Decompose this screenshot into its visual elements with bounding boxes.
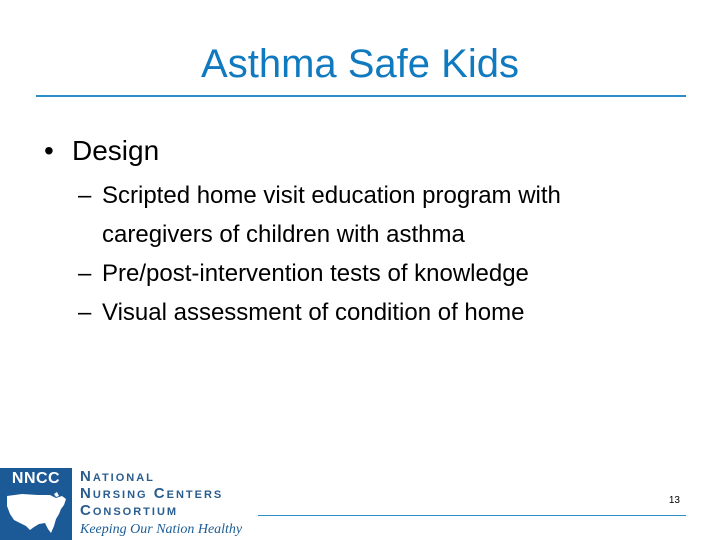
logo-badge — [0, 468, 72, 540]
sub-bullet-item — [44, 254, 684, 293]
sub-bullet-text: Scripted home visit education program with — [102, 182, 561, 209]
sub-bullet-text: caregivers of children with asthma — [102, 221, 465, 248]
page-number: 13 — [668, 495, 680, 506]
logo-text-line: Nursing Centers — [80, 485, 224, 502]
bullet-text: Design — [72, 135, 160, 166]
logo-tagline: Keeping Our Nation Healthy — [80, 522, 243, 537]
logo-abbreviation: NNCC — [11, 470, 61, 487]
sub-bullet-item — [44, 176, 684, 215]
sub-bullet-marker: – — [78, 260, 92, 287]
footer-divider — [258, 515, 686, 516]
bullet-marker: • — [44, 135, 54, 166]
slide-title: Asthma Safe Kids — [201, 42, 519, 86]
title-divider — [36, 95, 686, 97]
logo-text-line: Consortium — [80, 502, 179, 519]
sub-bullet-continuation — [44, 215, 684, 254]
sub-bullet-list — [44, 176, 684, 332]
sub-bullet-text: Visual assessment of condition of home — [102, 299, 525, 326]
sub-bullet-marker: – — [78, 182, 92, 209]
bullet-list — [44, 132, 684, 332]
sub-bullet-item — [44, 293, 684, 332]
bullet-item — [44, 132, 684, 170]
nncc-logo — [0, 468, 262, 540]
sub-bullet-marker: – — [78, 299, 92, 326]
logo-text-line: National — [80, 468, 155, 485]
us-map-icon — [4, 490, 68, 536]
sub-bullet-text: Pre/post-intervention tests of knowledge — [102, 260, 529, 287]
